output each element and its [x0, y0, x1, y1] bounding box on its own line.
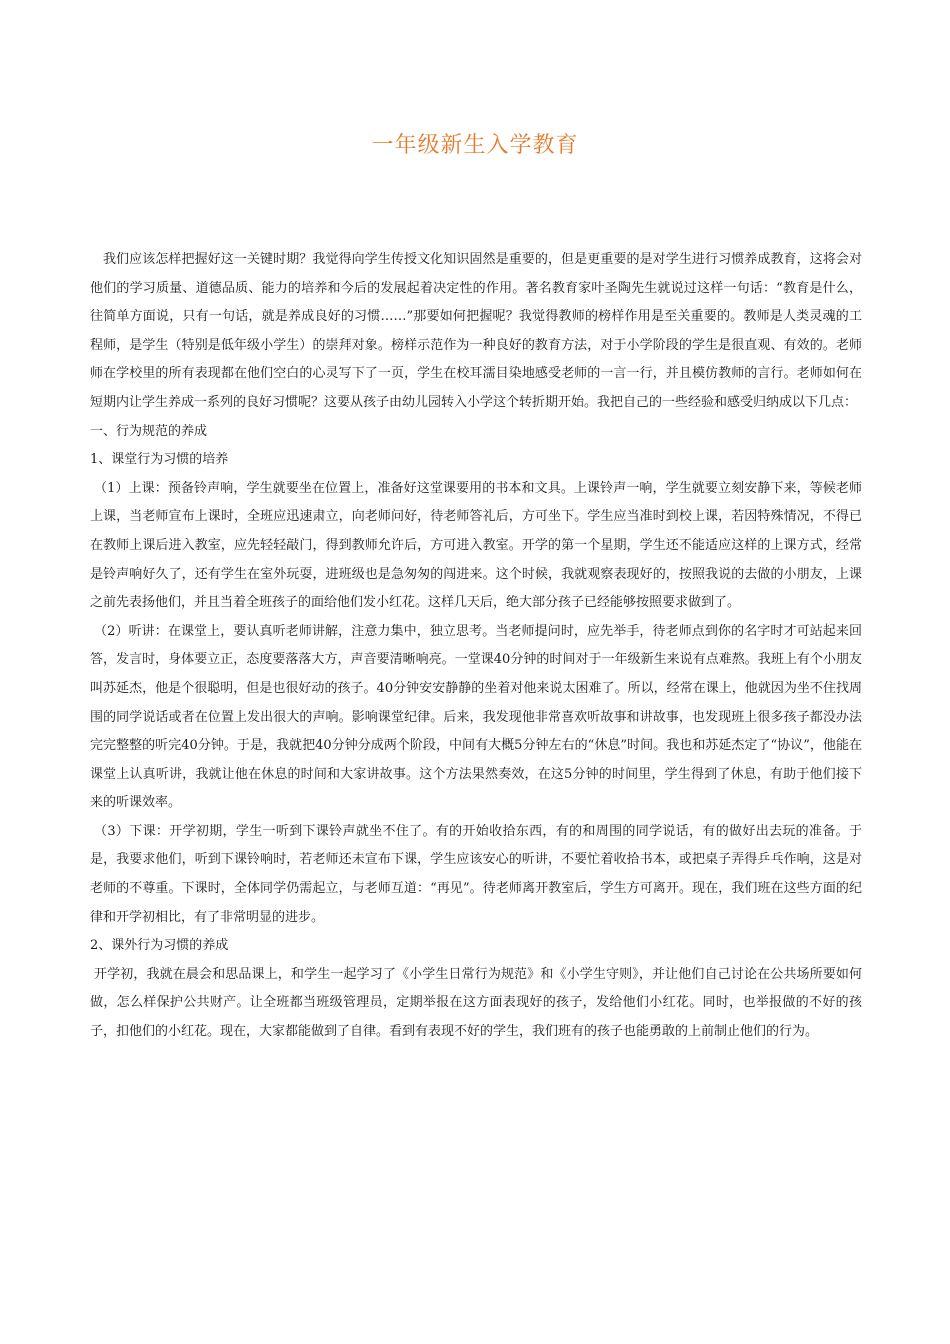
intro-paragraph: 我们应该怎样把握好这一关键时期？我觉得向学生传授文化知识固然是重要的，但是更重要的是对学生进行习惯养成教育，这将会对他们的学习质量、道德品质、能力的培养和今后的发展起着决定性的作用。著名教育家叶圣陶先生就说过这样一句话：“教育是什么，往简单方面说，只有一句话，就是养成良好的习惯……”那要如何把握呢？我觉得教师的榜样作用是至关重要的。教师是人类灵魂的工程师，是学生（特别是低年级小学生）的崇拜对象。榜样示范作为一种良好的教育方法，对于小学阶段的学生是很直观、有效的。老师师在学校里的所有表现都在他们空白的心灵写下了一页，学生在校耳濡目染地感受老师的一言一行，并且模仿教师的言行。老师如何在短期内让学生养成一系列的良好习惯呢？这要从孩子由幼儿园转入小学这个转折期开始。我把自己的一些经验和感受归纳成以下几点： — [90, 252, 862, 410]
paragraph-extracurricular: 开学初，我就在晨会和思品课上，和学生一起学习了《小学生日常行为规范》和《小学生守则》，并让他们自己讨论在公共场所要如何做，怎么样保护公共财产。让全班都当班级管理员，定期举报在这方面表现好的孩子，发给他们小红花。同时，也举报做的不好的孩子，扣他们的小红花。现在，大家都能做到了自律。看到有表现不好的学生，我们班有的孩子也能勇敢的上前制止他们的行为。 — [90, 966, 862, 1040]
paragraph-class-start: （1）上课：预备铃声响，学生就要坐在位置上，准备好这堂课要用的书本和文具。上课铃声一响，学生就要立刻安静下来，等候老师上课，当老师宣布上课时，全班应迅速肃立，向老师问好，待老师答礼后，方可坐下。学生应当准时到校上课，若因特殊情况，不得已在教师上课后进入教室，应先轻轻敲门，得到教师允许后，方可进入教室。开学的第一个星期，学生还不能适应这样的上课方式，经常是铃声响好久了，还有学生在室外玩耍，进班级也是急匆匆的闯进来。这个时候，我就观察表现好的，按照我说的去做的小朋友，上课之前先表扬他们，并且当着全班孩子的面给他们发小红花。这样几天后，绝大部分孩子已经能够按照要求做到了。 — [90, 480, 862, 611]
document-body — [90, 246, 862, 1047]
subsection-heading-extracurricular: 2、课外行为习惯的养成 — [90, 938, 229, 954]
subsection-heading-classroom: 1、课堂行为习惯的培养 — [90, 452, 229, 468]
paragraph-class-end: （3）下课：开学初期，学生一听到下课铃声就坐不住了。有的开始收拾东西，有的和周围的同学说话，有的做好出去玩的准备。于是，我要求他们，听到下课铃响时，若老师还未宣布下课，学生应该安心的听讲，不要忙着收拾书本，或把桌子弄得乒乓作响，这是对老师的不尊重。下课时，全体同学仍需起立，与老师互道：“再见”。待老师离开教室后，学生方可离开。现在，我们班在这些方面的纪律和开学初相比，有了非常明显的进步。 — [90, 823, 862, 925]
paragraph-listening: （2）听讲：在课堂上，要认真听老师讲解，注意力集中，独立思考。当老师提问时，应先举手，待老师点到你的名字时才可站起来回答，发言时，身体要立正，态度要落落大方，声音要清晰响亮。一堂课40分钟的时间对于一年级新生来说有点难熬。我班上有个小朋友叫苏延杰，他是个很聪明，但是也很好动的孩子。40分钟安安静静的坐着对他来说太困难了。所以，经常在课上，他就因为坐不住找周围的同学说话或者在位置上发出很大的声响。影响课堂纪律。后来，我发现他非常喜欢听故事和讲故事，也发现班上很多孩子都没办法完完整整的听完40分钟。于是，我就把40分钟分成两个阶段，中间有大概5分钟左右的“休息”时间。我也和苏延杰定了“协议”，他能在课堂上认真听讲，我就让他在休息的时间和大家讲故事。这个方法果然奏效，在这5分钟的时间里，学生得到了休息，有助于他们接下来的听课效率。 — [90, 623, 862, 811]
section-heading-behavior: 一、行为规范的养成 — [90, 423, 208, 439]
document-title: 一年级新生入学教育 — [371, 133, 579, 158]
